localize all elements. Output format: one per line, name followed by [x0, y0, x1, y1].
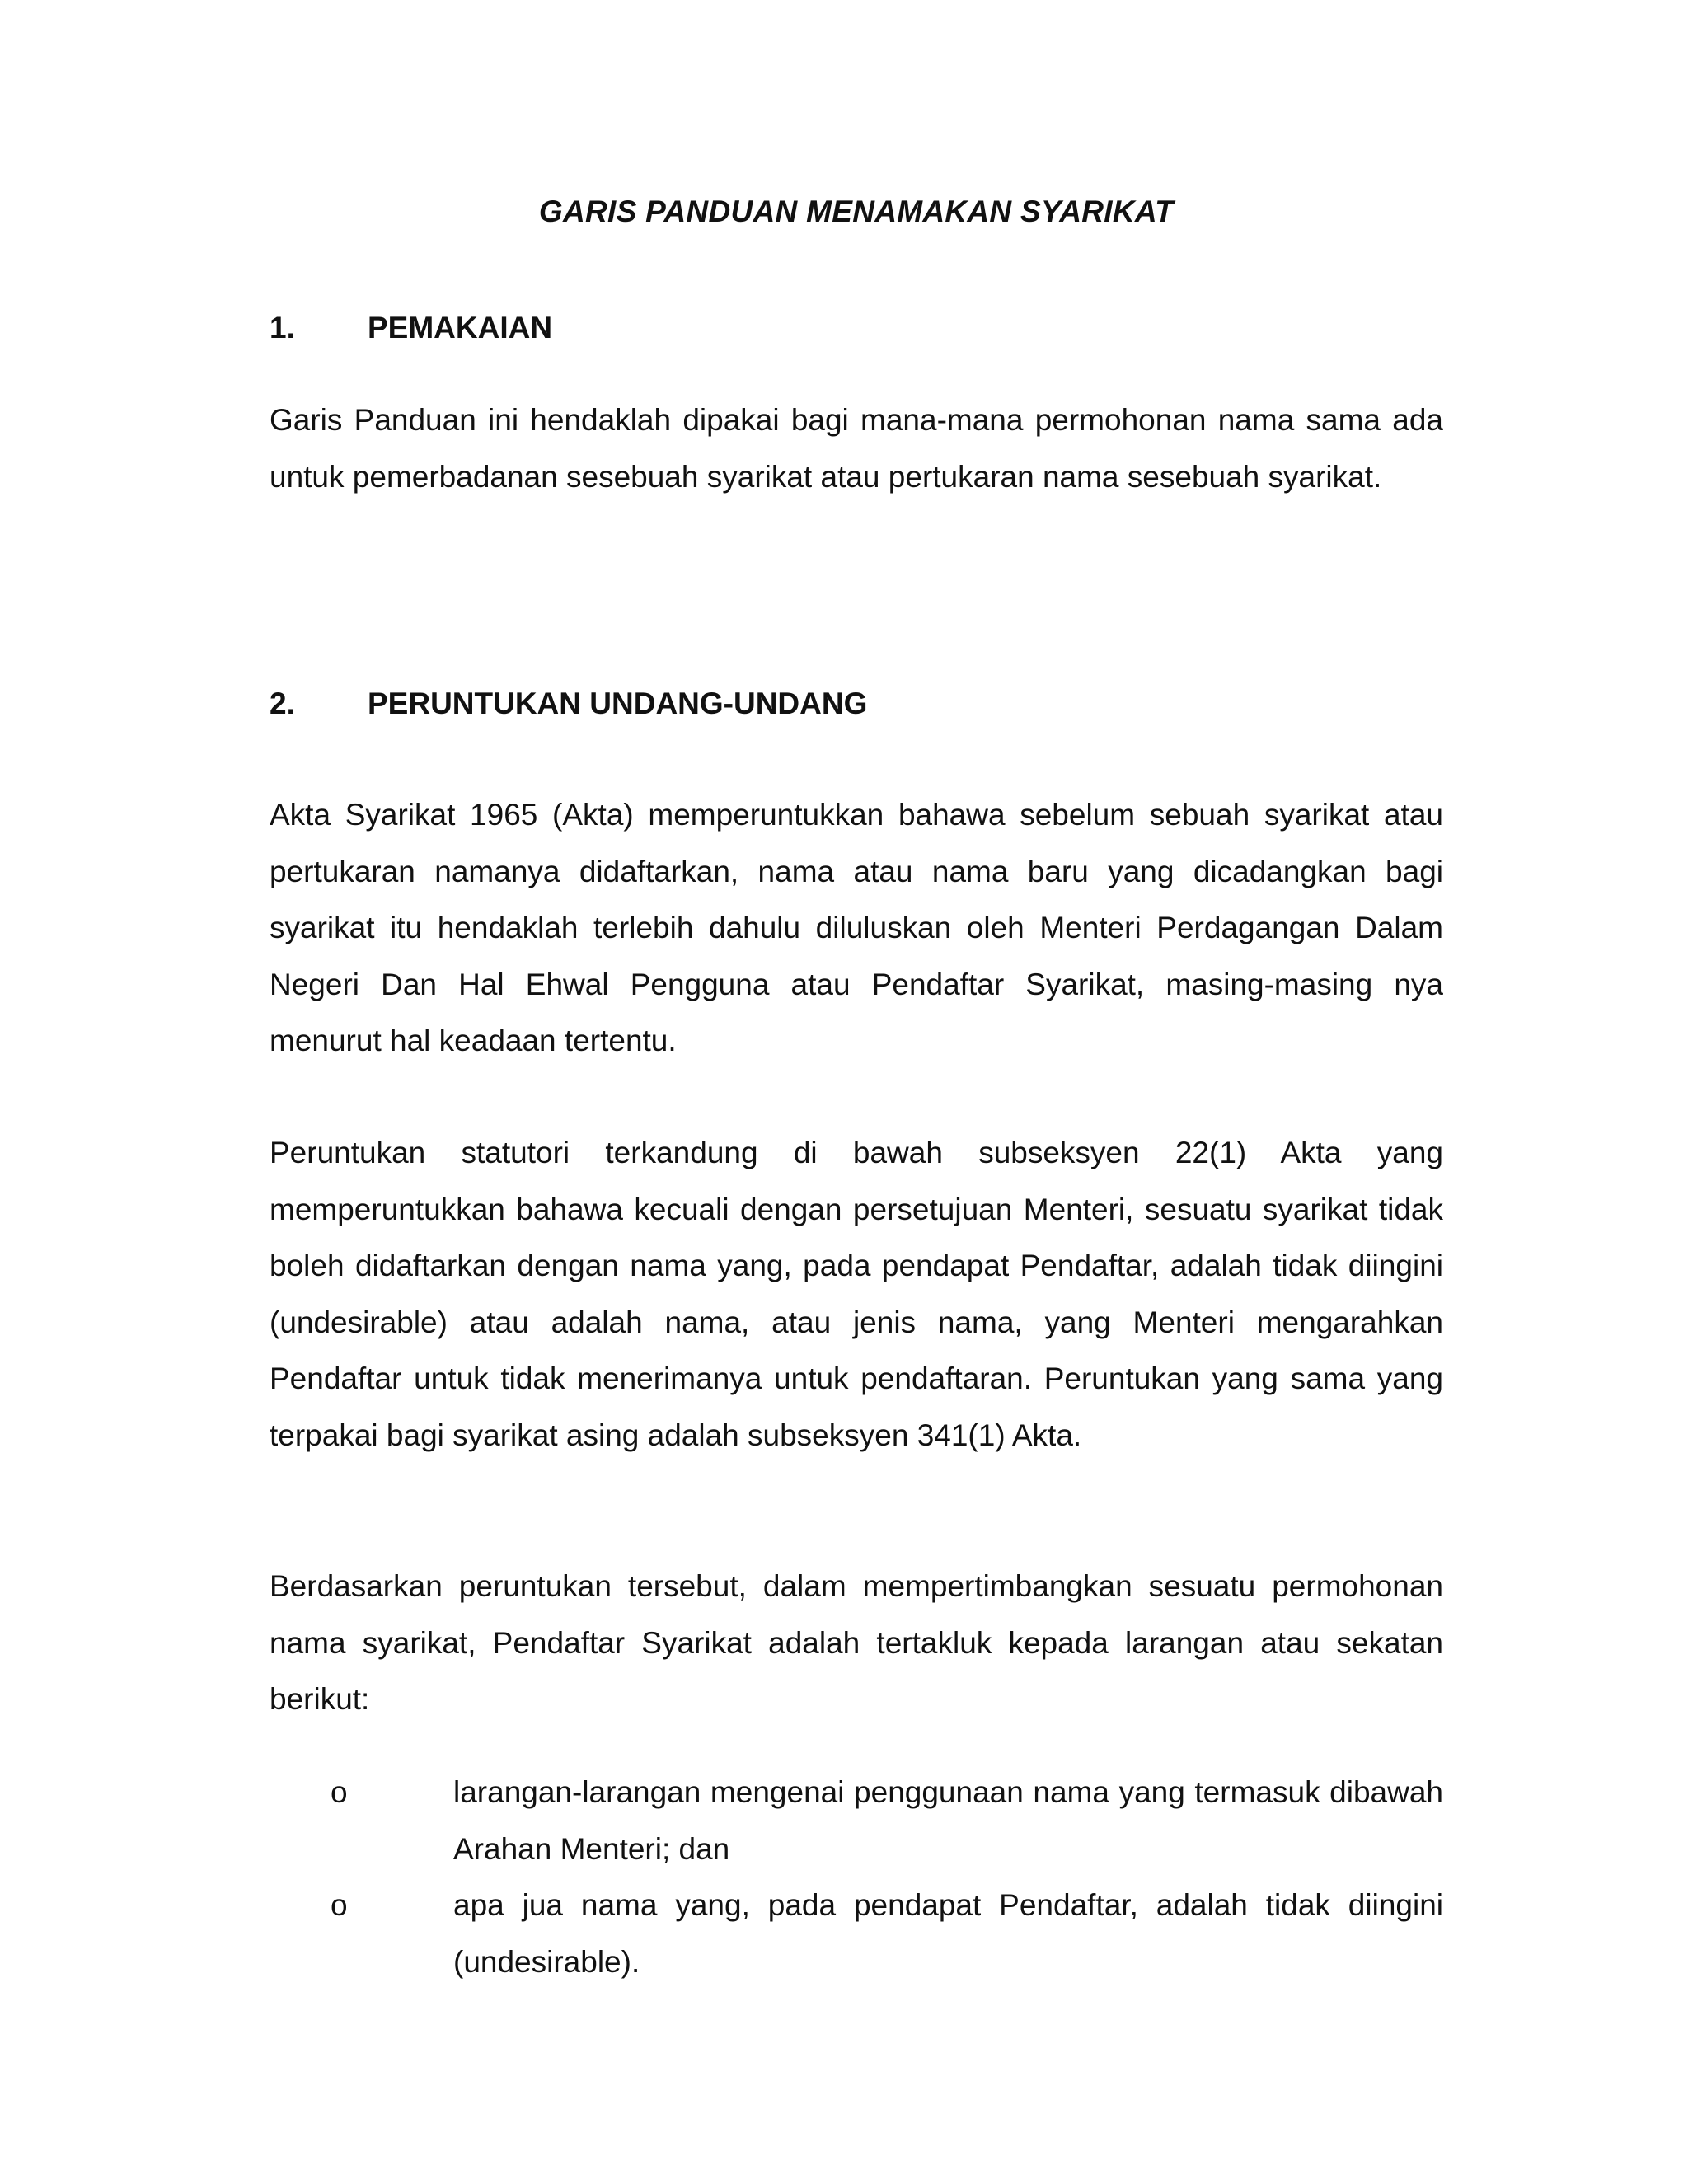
document-page: [270, 0, 1443, 2184]
paragraph: Berdasarkan peruntukan tersebut, dalam mempertimbangkan sesuatu permohonan nama syarikat, Pendaftar Syarikat adalah tertakluk kepada larangan atau sekatan berikut:: [270, 1569, 1443, 1716]
section-heading-peruntukan: [270, 679, 867, 729]
section-title: PERUNTUKAN UNDANG-UNDANG: [368, 687, 868, 720]
bullet-marker: o: [331, 1775, 348, 1809]
paragraph: Akta Syarikat 1965 (Akta) memperuntukkan bahawa sebelum sebuah syarikat atau pertukaran namanya didaftarkan, nama atau nama baru yang dicadangkan bagi syarikat itu hendaklah terlebih dahulu diluluskan oleh Menteri Perdagangan Dalam Negeri Dan Hal Ehwal Pengguna atau Pendaftar Syarikat, masing-masing nya menurut hal keadaan tertentu.: [270, 798, 1443, 1057]
list-item: [270, 1877, 1443, 1990]
bullet-marker: o: [331, 1888, 348, 1922]
bullet-list: [270, 1765, 1443, 1990]
section-number: 2.: [270, 687, 295, 720]
section-number: 1.: [270, 311, 295, 344]
paragraph: Garis Panduan ini hendaklah dipakai bagi mana-mana permohonan nama sama ada untuk pemerbadanan sesebuah syarikat atau pertukaran nama sesebuah syarikat.: [270, 403, 1443, 494]
list-item: [270, 1765, 1443, 1877]
bullet-text: apa jua nama yang, pada pendapat Pendaftar, adalah tidak diingini (undesirable).: [453, 1888, 1443, 1979]
section-heading-pemakaian: [270, 303, 552, 353]
section-title: PEMAKAIAN: [368, 311, 553, 344]
paragraph: Peruntukan statutori terkandung di bawah subseksyen 22(1) Akta yang memperuntukkan bahawa kecuali dengan persetujuan Menteri, sesuatu syarikat tidak boleh didaftarkan dengan nama yang, pada pendapat Pendaftar, adalah tidak diingini (undesirable) atau adalah nama, atau jenis nama, yang Menteri mengarahkan Pendaftar untuk tidak menerimanya untuk pendaftaran. Peruntukan yang sama yang terpakai bagi syarikat asing adalah subseksyen 341(1) Akta.: [270, 1136, 1443, 1452]
bullet-text: larangan-larangan mengenai penggunaan nama yang termasuk dibawah Arahan Menteri; dan: [453, 1775, 1443, 1866]
document-title: GARIS PANDUAN MENAMAKAN SYARIKAT: [538, 194, 1175, 228]
